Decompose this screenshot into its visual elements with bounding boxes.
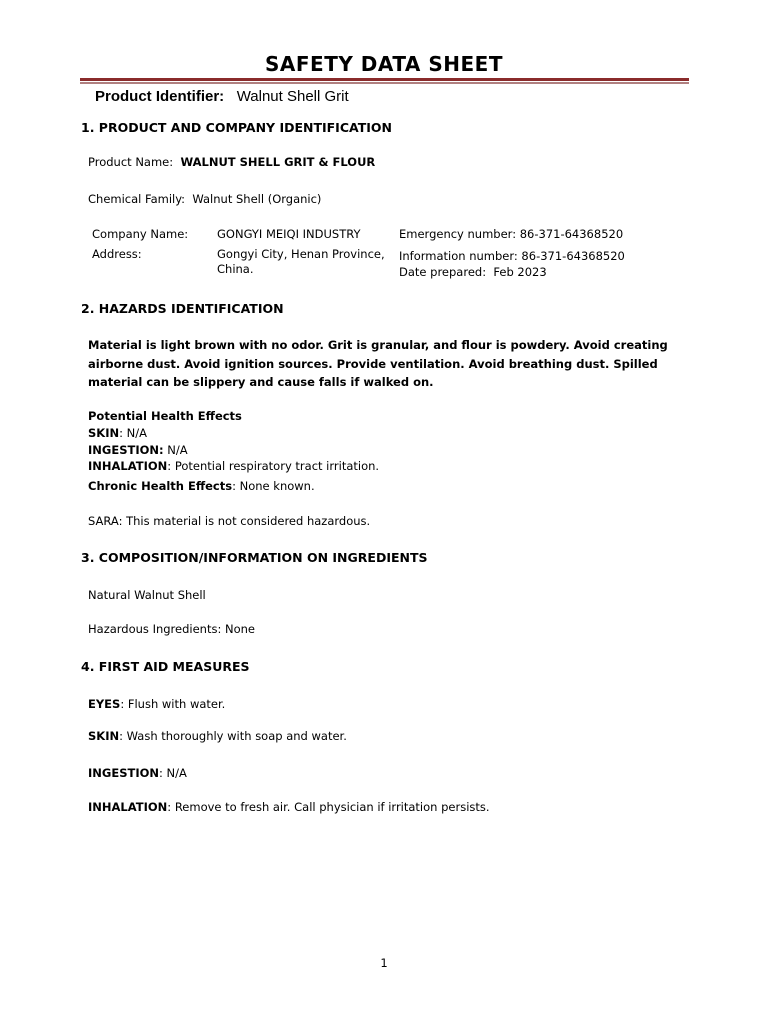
product-identifier-label: Product Identifier: — [95, 88, 225, 105]
date-prepared-label: Date prepared: — [399, 265, 487, 279]
potential-health-effects-heading: Potential Health Effects — [88, 409, 242, 423]
first-aid-eyes-row — [88, 695, 225, 713]
chemical-family-label: Chemical Family: — [88, 192, 186, 206]
sara-statement: SARA: This material is not considered hazardous. — [88, 514, 371, 528]
information-number: Information number: 86-371-64368520 — [399, 249, 625, 263]
first-aid-ingestion-label: INGESTION — [88, 766, 160, 780]
title-divider — [80, 78, 689, 81]
hazardous-ingredients: Hazardous Ingredients: None — [88, 622, 255, 636]
health-ingestion-value: N/A — [163, 443, 188, 457]
address-value — [217, 247, 385, 277]
chemical-family-row — [88, 190, 321, 208]
emergency-number: Emergency number: 86-371-64368520 — [399, 227, 624, 241]
document-title: SAFETY DATA SHEET — [265, 52, 503, 76]
first-aid-inhalation-value: : Remove to fresh air. Call physician if irritation persists. — [167, 800, 490, 814]
address-line-1: Gongyi City, Henan Province, — [217, 247, 385, 261]
first-aid-skin-label: SKIN — [88, 729, 120, 743]
health-inhalation-value: : Potential respiratory tract irritation. — [167, 459, 380, 473]
section-1-heading: 1. PRODUCT AND COMPANY IDENTIFICATION — [81, 120, 392, 135]
date-prepared-value: Feb 2023 — [493, 265, 547, 279]
first-aid-inhalation-row — [88, 798, 490, 816]
first-aid-ingestion-row — [88, 764, 187, 782]
chronic-health-value: : None known. — [232, 479, 315, 493]
section-3-heading: 3. COMPOSITION/INFORMATION ON INGREDIENTS — [81, 550, 428, 565]
health-skin-label: SKIN — [88, 426, 120, 440]
first-aid-ingestion-value: : N/A — [159, 766, 187, 780]
product-name-row — [88, 153, 375, 171]
product-name-value: WALNUT SHELL GRIT & FLOUR — [180, 155, 376, 169]
health-ingestion-label: INGESTION: — [88, 443, 164, 457]
first-aid-inhalation-label: INHALATION — [88, 800, 168, 814]
first-aid-eyes-value: : Flush with water. — [120, 697, 226, 711]
chemical-family-value: Walnut Shell (Organic) — [192, 192, 322, 206]
hazard-description: Material is light brown with no odor. Grit is granular, and flour is powdery. Avoid creating airborne dust. Avoid ignition sources. Provide ventilation. Avoid breathing dust. Spilled material can be slippery and cause falls if walked on. — [88, 338, 668, 389]
section-4-heading: 4. FIRST AID MEASURES — [81, 659, 250, 674]
page-number: 1 — [380, 956, 388, 970]
health-skin-value: : N/A — [119, 426, 147, 440]
company-name-value: GONGYI MEIQI INDUSTRY — [217, 227, 361, 241]
health-inhalation-label: INHALATION — [88, 459, 168, 473]
health-skin-row — [88, 424, 147, 442]
company-name-label: Company Name: — [92, 227, 189, 241]
ingredient-natural-walnut-shell: Natural Walnut Shell — [88, 588, 206, 602]
product-identifier-value: Walnut Shell Grit — [236, 88, 349, 105]
first-aid-eyes-label: EYES — [88, 697, 121, 711]
health-inhalation-row — [88, 457, 379, 475]
address-label: Address: — [92, 247, 142, 261]
address-line-2: China. — [217, 262, 254, 276]
section-2-heading: 2. HAZARDS IDENTIFICATION — [81, 301, 284, 316]
product-name-label: Product Name: — [88, 155, 174, 169]
first-aid-skin-value: : Wash thoroughly with soap and water. — [119, 729, 347, 743]
chronic-health-row — [88, 477, 315, 495]
date-prepared-row — [399, 263, 547, 281]
chronic-health-label: Chronic Health Effects — [88, 479, 233, 493]
product-identifier — [95, 88, 349, 105]
title-divider-shadow — [80, 82, 689, 84]
first-aid-skin-row — [88, 727, 347, 745]
